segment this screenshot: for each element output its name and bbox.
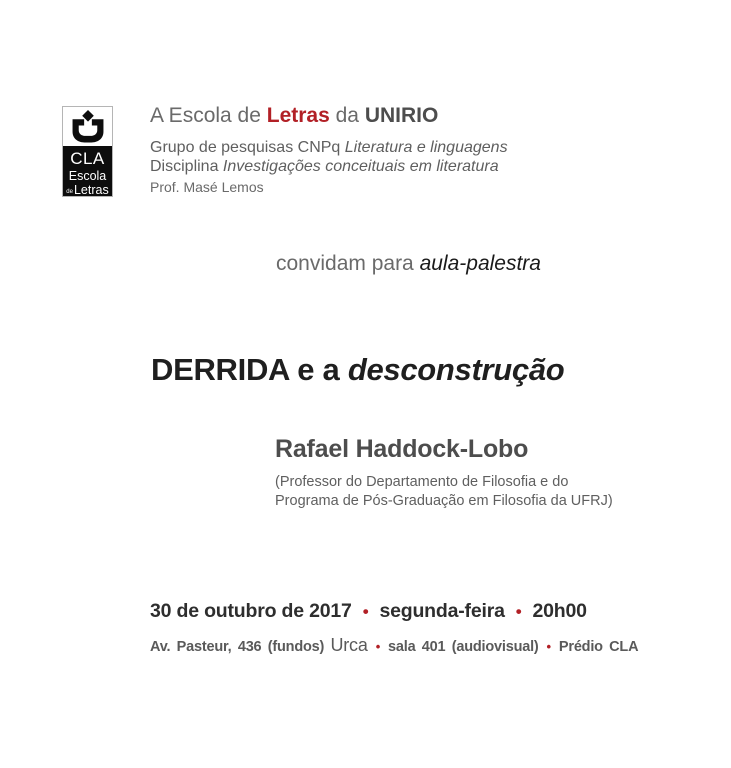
event-date: 30 de outubro de 2017	[150, 600, 352, 622]
event-dateline	[150, 600, 638, 623]
speaker-affiliation-line2: Programa de Pós-Graduação em Filosofia da UFRJ)	[275, 492, 613, 509]
research-group-prefix: Grupo de pesquisas CNPq	[150, 139, 345, 156]
bullet-icon: •	[362, 602, 369, 621]
invitation-line	[276, 252, 541, 276]
professor-line: Prof. Masé Lemos	[150, 179, 264, 195]
address-place: Urca	[330, 635, 368, 655]
logo-de-small: de	[66, 188, 73, 195]
discipline-name: Investigações conceituais em literatura	[222, 158, 499, 175]
header-title-prefix: A Escola de	[150, 104, 267, 127]
header-title	[150, 103, 508, 129]
invitation-emphasis: aula-palestra	[419, 252, 541, 275]
header-title-middle: da	[329, 104, 365, 127]
research-group-line	[150, 138, 508, 157]
research-group-name: Literatura e linguagens	[344, 139, 508, 156]
speaker-block	[275, 435, 613, 510]
logo-text-panel	[63, 146, 112, 196]
bullet-icon: •	[546, 639, 551, 654]
event-weekday: segunda-feira	[379, 600, 505, 622]
unirio-emblem-icon	[63, 107, 112, 146]
bullet-icon: •	[375, 639, 381, 654]
event-block	[150, 600, 638, 656]
address-room: sala 401 (audiovisual)	[388, 639, 539, 655]
lecture-title-connector: e a	[288, 352, 348, 387]
logo-school-line: Escola	[68, 169, 107, 183]
speaker-affiliation	[275, 473, 613, 510]
lecture-title-name: DERRIDA	[151, 352, 289, 387]
speaker-affiliation-line1: (Professor do Departamento de Filosofia e do	[275, 474, 569, 490]
event-address	[150, 635, 638, 656]
header-title-unirio: UNIRIO	[364, 104, 439, 127]
discipline-prefix: Disciplina	[150, 158, 223, 175]
logo-letras-line	[63, 184, 112, 197]
logo-letras: Letras	[73, 182, 109, 197]
cla-logo	[62, 106, 113, 197]
discipline-line	[150, 157, 508, 176]
speaker-name: Rafael Haddock-Lobo	[275, 435, 529, 463]
invitation-prefix: convidam para	[276, 252, 420, 275]
header-block	[150, 103, 508, 196]
logo-acronym: CLA	[70, 149, 105, 168]
lecture-title-emphasis: desconstrução	[347, 352, 565, 387]
bullet-icon: •	[515, 602, 522, 621]
address-building: Prédio CLA	[558, 639, 639, 655]
header-subtitle	[150, 138, 508, 176]
address-street: Av. Pasteur, 436 (fundos)	[150, 639, 331, 655]
lecture-title	[151, 352, 564, 388]
event-time: 20h00	[532, 600, 587, 622]
header-title-letras: Letras	[266, 104, 330, 127]
